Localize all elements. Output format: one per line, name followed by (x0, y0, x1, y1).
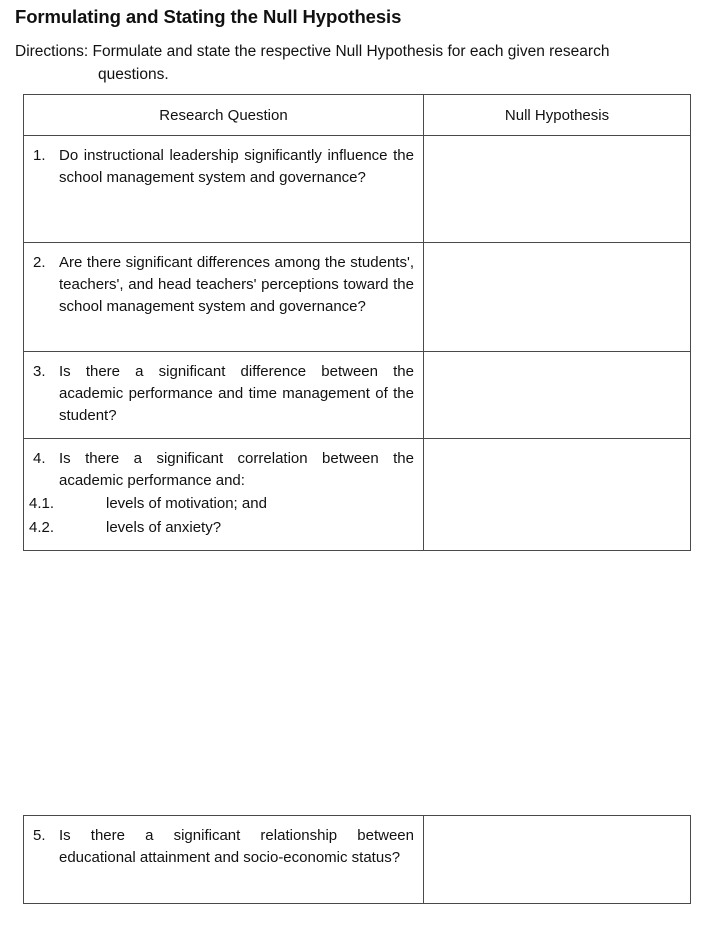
hypothesis-table (23, 94, 691, 551)
null-hypothesis-cell[interactable] (424, 136, 691, 243)
sub-item-text: levels of motivation; and (106, 495, 267, 512)
directions (15, 40, 685, 86)
null-hypothesis-cell[interactable] (424, 352, 691, 439)
directions-line-2: questions. (98, 66, 169, 83)
table-row (24, 816, 691, 904)
page-title: Formulating and Stating the Null Hypothesis (15, 6, 402, 27)
null-hypothesis-header: Null Hypothesis (424, 95, 691, 136)
question-text: Is there a significant correlation between the academic performance and: (59, 450, 414, 489)
question-number: 1. (33, 147, 46, 164)
research-question-cell (24, 816, 424, 904)
sub-item (24, 492, 414, 516)
null-hypothesis-cell[interactable] (424, 816, 691, 904)
question-text: Is there a significant difference between the academic performance and time management of the student? (59, 363, 414, 424)
question-number: 3. (33, 363, 46, 380)
table-header-row (24, 95, 691, 136)
table-row (24, 136, 691, 243)
sub-item-number: 4.1. (29, 495, 55, 512)
question-text: Do instructional leadership significantly influence the school management system and governance? (59, 147, 414, 186)
research-question-cell (24, 352, 424, 439)
research-question-cell (24, 439, 424, 551)
hypothesis-table-continued (23, 815, 691, 904)
research-question-cell (24, 136, 424, 243)
directions-line-1: Directions: Formulate and state the respective Null Hypothesis for each given research (15, 43, 610, 60)
question-text: Are there significant differences among the students', teachers', and head teachers' perceptions toward the school management system and governance? (59, 254, 414, 315)
table-row (24, 439, 691, 551)
research-question-cell (24, 243, 424, 352)
question-text: Is there a significant relationship between educational attainment and socio-economic status? (59, 827, 414, 866)
question-number: 4. (33, 450, 46, 467)
null-hypothesis-cell[interactable] (424, 243, 691, 352)
sub-item-text: levels of anxiety? (106, 519, 222, 536)
table-row (24, 352, 691, 439)
question-number: 2. (33, 254, 46, 271)
sub-item-number: 4.2. (29, 519, 55, 536)
table-row (24, 243, 691, 352)
sub-item (24, 516, 414, 540)
null-hypothesis-cell[interactable] (424, 439, 691, 551)
question-number: 5. (33, 827, 46, 844)
research-question-header: Research Question (24, 95, 424, 136)
